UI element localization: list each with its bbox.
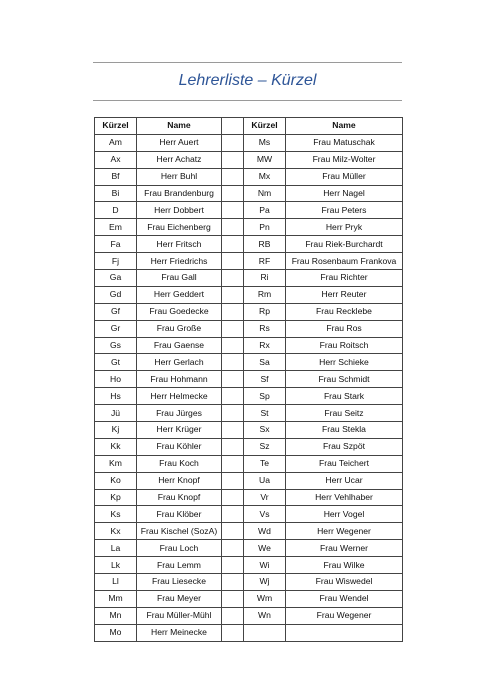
table-body	[95, 134, 403, 641]
spacer-cell	[222, 168, 244, 185]
abbr-right-cell: Pn	[244, 219, 286, 236]
name-left-cell: Frau Goedecke	[137, 303, 222, 320]
table-row	[95, 303, 403, 320]
name-right-cell: Herr Reuter	[286, 286, 403, 303]
spacer-cell	[222, 388, 244, 405]
name-left-cell: Frau Gaense	[137, 337, 222, 354]
spacer-cell	[222, 134, 244, 151]
abbr-left-cell: Mo	[95, 624, 137, 641]
name-right-cell: Frau Peters	[286, 202, 403, 219]
abbr-right-cell: Rm	[244, 286, 286, 303]
spacer-cell	[222, 590, 244, 607]
title-rule	[93, 100, 402, 101]
spacer-cell	[222, 540, 244, 557]
name-right-cell: Frau Wilke	[286, 557, 403, 574]
spacer-cell	[222, 303, 244, 320]
abbr-left-cell: Fj	[95, 253, 137, 270]
name-left-cell: Herr Krüger	[137, 422, 222, 439]
table-row	[95, 286, 403, 303]
name-right-cell: Frau Milz-Wolter	[286, 151, 403, 168]
spacer-cell	[222, 202, 244, 219]
abbr-left-cell: La	[95, 540, 137, 557]
spacer-cell	[222, 253, 244, 270]
abbr-left-cell: Jü	[95, 405, 137, 422]
table-row	[95, 253, 403, 270]
abbr-left-cell: Bf	[95, 168, 137, 185]
name-left-cell: Herr Helmecke	[137, 388, 222, 405]
spacer-cell	[222, 574, 244, 591]
name-left-cell: Frau Müller-Mühl	[137, 607, 222, 624]
name-left-cell: Herr Meinecke	[137, 624, 222, 641]
table-row	[95, 523, 403, 540]
abbr-left-cell: Gd	[95, 286, 137, 303]
abbr-left-cell: Hs	[95, 388, 137, 405]
abbr-left-cell: Mn	[95, 607, 137, 624]
name-left-cell: Herr Dobbert	[137, 202, 222, 219]
abbr-left-cell: Am	[95, 134, 137, 151]
spacer-cell	[222, 286, 244, 303]
table-row	[95, 270, 403, 287]
abbr-right-cell: Vs	[244, 506, 286, 523]
name-right-cell: Frau Werner	[286, 540, 403, 557]
spacer-cell	[222, 506, 244, 523]
abbr-right-cell: RB	[244, 236, 286, 253]
table-row	[95, 168, 403, 185]
spacer-cell	[222, 151, 244, 168]
abbr-left-cell: D	[95, 202, 137, 219]
abbr-left-cell: Km	[95, 455, 137, 472]
abbr-right-cell: Sx	[244, 422, 286, 439]
name-right-cell: Frau Seitz	[286, 405, 403, 422]
abbr-left-cell: Ga	[95, 270, 137, 287]
name-right-cell: Frau Ros	[286, 320, 403, 337]
name-left-cell: Frau Gall	[137, 270, 222, 287]
spacer-cell	[222, 337, 244, 354]
abbr-right-cell: Rs	[244, 320, 286, 337]
name-right-cell: Frau Riek-Burchardt	[286, 236, 403, 253]
abbr-left-cell: Mm	[95, 590, 137, 607]
table-row	[95, 320, 403, 337]
name-left-cell: Frau Köhler	[137, 438, 222, 455]
name-left-cell: Frau Koch	[137, 455, 222, 472]
name-right-cell: Herr Schieke	[286, 354, 403, 371]
abbr-left-cell: Ks	[95, 506, 137, 523]
abbr-left-cell: Gs	[95, 337, 137, 354]
abbr-right-cell: Rp	[244, 303, 286, 320]
name-left-cell: Herr Knopf	[137, 472, 222, 489]
spacer-cell	[222, 624, 244, 641]
name-left-cell: Frau Große	[137, 320, 222, 337]
name-left-cell: Frau Liesecke	[137, 574, 222, 591]
name-right-cell: Frau Szpöt	[286, 438, 403, 455]
spacer-cell	[222, 219, 244, 236]
table-row	[95, 151, 403, 168]
abbr-right-cell: Sa	[244, 354, 286, 371]
abbr-right-cell: Nm	[244, 185, 286, 202]
abbr-right-cell: Wn	[244, 607, 286, 624]
name-left-cell: Herr Auert	[137, 134, 222, 151]
abbr-right-cell: Wj	[244, 574, 286, 591]
name-right-cell: Frau Wegener	[286, 607, 403, 624]
abbr-right-cell: Ms	[244, 134, 286, 151]
table-row	[95, 455, 403, 472]
top-rule	[93, 62, 402, 63]
spacer-cell	[222, 472, 244, 489]
abbr-left-cell: Bi	[95, 185, 137, 202]
spacer-cell	[222, 354, 244, 371]
table-row	[95, 472, 403, 489]
name-right-cell: Herr Wegener	[286, 523, 403, 540]
abbr-left-cell: Kx	[95, 523, 137, 540]
table-row	[95, 202, 403, 219]
name-left-cell: Frau Klöber	[137, 506, 222, 523]
table-row	[95, 388, 403, 405]
spacer-cell	[222, 455, 244, 472]
table-row	[95, 185, 403, 202]
table-row	[95, 506, 403, 523]
abbr-left-cell: Kp	[95, 489, 137, 506]
abbr-right-cell: MW	[244, 151, 286, 168]
abbr-right-cell: Wd	[244, 523, 286, 540]
abbr-right-cell: Sp	[244, 388, 286, 405]
name-right-cell	[286, 624, 403, 641]
abbr-right-cell: Wm	[244, 590, 286, 607]
abbr-left-cell: Kj	[95, 422, 137, 439]
name-right-cell: Frau Schmidt	[286, 371, 403, 388]
name-left-cell: Frau Lemm	[137, 557, 222, 574]
name-right-cell: Frau Wendel	[286, 590, 403, 607]
name-left-cell: Frau Hohmann	[137, 371, 222, 388]
table-row	[95, 219, 403, 236]
table-row	[95, 574, 403, 591]
header-abbr-right: Kürzel	[244, 118, 286, 135]
abbr-left-cell: Gf	[95, 303, 137, 320]
abbr-right-cell	[244, 624, 286, 641]
abbr-left-cell: Gr	[95, 320, 137, 337]
abbr-right-cell: Vr	[244, 489, 286, 506]
name-right-cell: Herr Pryk	[286, 219, 403, 236]
table-row	[95, 337, 403, 354]
abbr-right-cell: Pa	[244, 202, 286, 219]
abbr-right-cell: Ua	[244, 472, 286, 489]
table-row	[95, 438, 403, 455]
header-row	[95, 118, 403, 135]
name-right-cell: Frau Stark	[286, 388, 403, 405]
name-right-cell: Frau Teichert	[286, 455, 403, 472]
abbr-left-cell: Ho	[95, 371, 137, 388]
table-row	[95, 405, 403, 422]
spacer-cell	[222, 185, 244, 202]
spacer-cell	[222, 405, 244, 422]
abbr-right-cell: We	[244, 540, 286, 557]
abbr-right-cell: St	[244, 405, 286, 422]
abbr-left-cell: Ko	[95, 472, 137, 489]
abbr-left-cell: Lk	[95, 557, 137, 574]
abbr-right-cell: Rx	[244, 337, 286, 354]
name-right-cell: Frau Richter	[286, 270, 403, 287]
spacer-cell	[222, 371, 244, 388]
name-left-cell: Frau Knopf	[137, 489, 222, 506]
table-row	[95, 557, 403, 574]
table-row	[95, 607, 403, 624]
table-row	[95, 236, 403, 253]
name-left-cell: Frau Meyer	[137, 590, 222, 607]
name-right-cell: Frau Rosenbaum Frankova	[286, 253, 403, 270]
name-left-cell: Frau Jürges	[137, 405, 222, 422]
table-row	[95, 590, 403, 607]
name-left-cell: Herr Gerlach	[137, 354, 222, 371]
name-left-cell: Frau Loch	[137, 540, 222, 557]
table-row	[95, 371, 403, 388]
abbr-right-cell: Te	[244, 455, 286, 472]
table-row	[95, 422, 403, 439]
abbr-left-cell: Em	[95, 219, 137, 236]
abbr-left-cell: Gt	[95, 354, 137, 371]
name-left-cell: Herr Friedrichs	[137, 253, 222, 270]
teacher-table	[94, 117, 403, 642]
header-abbr-left: Kürzel	[95, 118, 137, 135]
spacer-cell	[222, 320, 244, 337]
spacer-cell	[222, 236, 244, 253]
spacer-column	[222, 118, 244, 135]
spacer-cell	[222, 422, 244, 439]
name-right-cell: Frau Stekla	[286, 422, 403, 439]
name-right-cell: Frau Matuschak	[286, 134, 403, 151]
abbr-right-cell: Wi	[244, 557, 286, 574]
header-name-right: Name	[286, 118, 403, 135]
table-row	[95, 540, 403, 557]
document-title: Lehrerliste – Kürzel	[178, 72, 317, 89]
abbr-left-cell: Fa	[95, 236, 137, 253]
table-row	[95, 489, 403, 506]
spacer-cell	[222, 270, 244, 287]
spacer-cell	[222, 607, 244, 624]
name-right-cell: Frau Roitsch	[286, 337, 403, 354]
name-left-cell: Herr Fritsch	[137, 236, 222, 253]
abbr-left-cell: Ll	[95, 574, 137, 591]
abbr-left-cell: Ax	[95, 151, 137, 168]
abbr-right-cell: Mx	[244, 168, 286, 185]
table-row	[95, 134, 403, 151]
name-right-cell: Herr Ucar	[286, 472, 403, 489]
name-left-cell: Frau Eichenberg	[137, 219, 222, 236]
name-right-cell: Frau Müller	[286, 168, 403, 185]
abbr-right-cell: Sz	[244, 438, 286, 455]
name-right-cell: Herr Vogel	[286, 506, 403, 523]
spacer-cell	[222, 438, 244, 455]
name-left-cell: Herr Geddert	[137, 286, 222, 303]
spacer-cell	[222, 523, 244, 540]
spacer-cell	[222, 489, 244, 506]
abbr-left-cell: Kk	[95, 438, 137, 455]
abbr-right-cell: Sf	[244, 371, 286, 388]
name-right-cell: Frau Wiswedel	[286, 574, 403, 591]
name-left-cell: Frau Kischel (SozA)	[137, 523, 222, 540]
table-row	[95, 354, 403, 371]
table-row	[95, 624, 403, 641]
abbr-right-cell: Ri	[244, 270, 286, 287]
name-right-cell: Herr Nagel	[286, 185, 403, 202]
name-right-cell: Frau Recklebe	[286, 303, 403, 320]
name-left-cell: Herr Achatz	[137, 151, 222, 168]
spacer-cell	[222, 557, 244, 574]
name-left-cell: Frau Brandenburg	[137, 185, 222, 202]
header-name-left: Name	[137, 118, 222, 135]
name-left-cell: Herr Buhl	[137, 168, 222, 185]
abbr-right-cell: RF	[244, 253, 286, 270]
name-right-cell: Herr Vehlhaber	[286, 489, 403, 506]
